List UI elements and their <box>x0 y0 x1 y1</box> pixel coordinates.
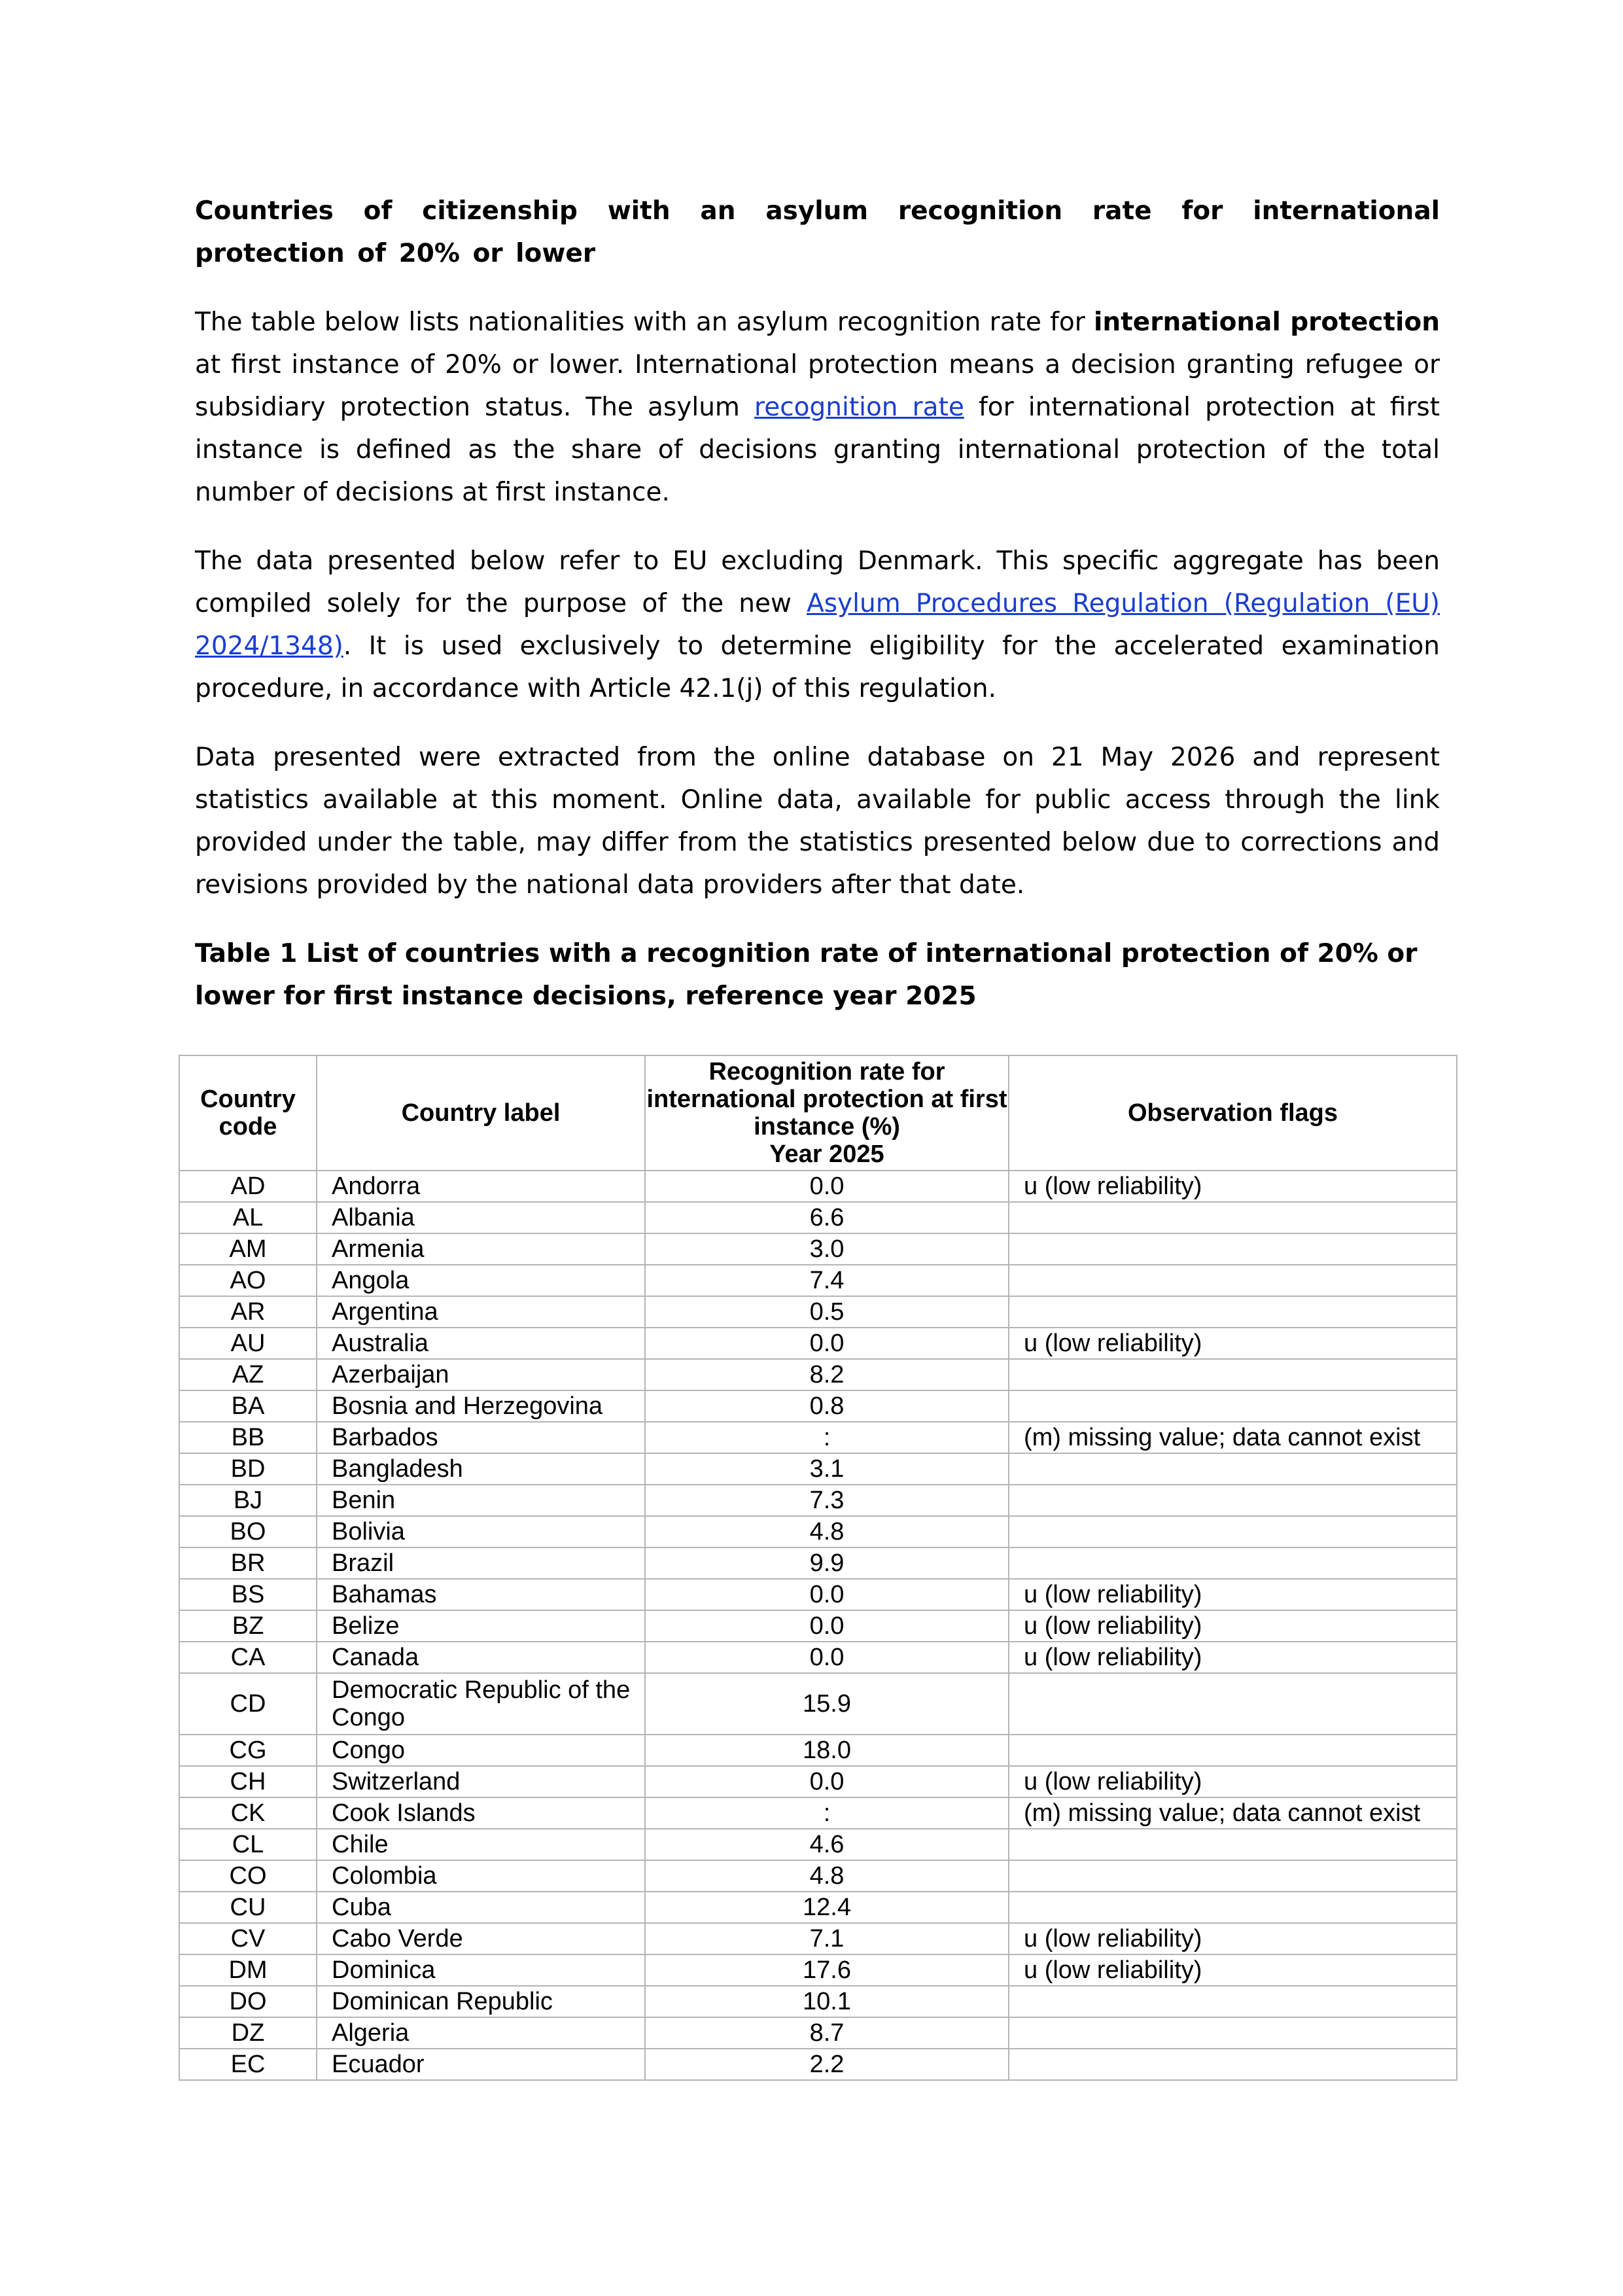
observation-flag-cell: u (low reliability) <box>1009 1923 1457 1954</box>
country-code-cell: CD <box>179 1673 317 1735</box>
country-code-cell: AO <box>179 1265 317 1296</box>
observation-flag-cell <box>1009 1829 1457 1860</box>
country-label-cell: Colombia <box>317 1860 645 1892</box>
country-code-cell: CA <box>179 1642 317 1673</box>
table-row <box>179 1986 1457 2017</box>
recognition-rate-cell: 4.8 <box>645 1860 1009 1892</box>
country-code-cell: BR <box>179 1547 317 1579</box>
table-row <box>179 1735 1457 1766</box>
country-label-cell: Andorra <box>317 1171 645 1202</box>
country-label-cell: Dominica <box>317 1954 645 1986</box>
table-row <box>179 2049 1457 2080</box>
country-code-cell: BO <box>179 1516 317 1547</box>
country-label-cell: Armenia <box>317 1233 645 1265</box>
country-label-cell: Belize <box>317 1610 645 1642</box>
recognition-rate-cell: 0.0 <box>645 1579 1009 1610</box>
recognition-rate-cell: 7.1 <box>645 1923 1009 1954</box>
country-code-cell: BJ <box>179 1485 317 1516</box>
intro-text-1: The table below lists nationalities with an asylum recognition rate for <box>195 308 1094 337</box>
observation-flag-cell <box>1009 1547 1457 1579</box>
country-label-cell: Azerbaijan <box>317 1359 645 1390</box>
recognition-rate-cell: 0.0 <box>645 1766 1009 1797</box>
country-code-cell: BD <box>179 1453 317 1485</box>
recognition-rate-cell: 4.6 <box>645 1829 1009 1860</box>
table-row <box>179 1766 1457 1797</box>
table-row <box>179 1422 1457 1453</box>
observation-flag-cell <box>1009 1453 1457 1485</box>
recognition-rate-cell: 0.0 <box>645 1171 1009 1202</box>
country-label-cell: Switzerland <box>317 1766 645 1797</box>
country-code-cell: BA <box>179 1390 317 1422</box>
header-country-code: Country code <box>179 1055 317 1171</box>
table-row <box>179 1860 1457 1892</box>
table-row <box>179 1797 1457 1829</box>
table-row <box>179 1296 1457 1328</box>
recognition-rate-cell: 3.1 <box>645 1453 1009 1485</box>
table-row <box>179 1673 1457 1735</box>
recognition-rate-cell: 12.4 <box>645 1892 1009 1923</box>
table-row <box>179 1954 1457 1986</box>
observation-flag-cell <box>1009 1202 1457 1233</box>
recognition-rate-cell: 0.0 <box>645 1642 1009 1673</box>
table-row <box>179 1547 1457 1579</box>
recognition-rate-cell: 2.2 <box>645 2049 1009 2080</box>
header-recognition-rate <box>645 1055 1009 1171</box>
country-label-cell: Democratic Republic of the Congo <box>317 1673 645 1735</box>
country-label-cell: Canada <box>317 1642 645 1673</box>
observation-flag-cell <box>1009 1359 1457 1390</box>
recognition-rate-cell: 8.7 <box>645 2017 1009 2049</box>
table-row <box>179 1233 1457 1265</box>
country-code-cell: AD <box>179 1171 317 1202</box>
observation-flag-cell: (m) missing value; data cannot exist <box>1009 1422 1457 1453</box>
country-label-cell: Angola <box>317 1265 645 1296</box>
country-label-cell: Benin <box>317 1485 645 1516</box>
extraction-paragraph: Data presented were extracted from the online database on 21 May 2026 and represent statistics available at this moment. Online data, available for public access through the link provided under the table, may differ from the statistics presented below due to corrections and revisions provided by the national data providers after that date. <box>195 743 1440 900</box>
observation-flag-cell <box>1009 1860 1457 1892</box>
country-label-cell: Bangladesh <box>317 1453 645 1485</box>
observation-flag-cell: u (low reliability) <box>1009 1579 1457 1610</box>
intro-text-3: for international protection at first instance is defined as the share of decisions granting international protection of the total number of decisions at first instance. <box>195 393 1440 507</box>
country-label-cell: Cabo Verde <box>317 1923 645 1954</box>
table-body <box>179 1171 1457 2080</box>
recognition-rate-cell: 18.0 <box>645 1735 1009 1766</box>
recognition-rate-cell: 17.6 <box>645 1954 1009 1986</box>
recognition-rate-cell: 15.9 <box>645 1673 1009 1735</box>
observation-flag-cell <box>1009 2017 1457 2049</box>
recognition-rate-cell: : <box>645 1797 1009 1829</box>
intro-paragraph <box>195 301 1440 514</box>
country-code-cell: DO <box>179 1986 317 2017</box>
country-label-cell: Bolivia <box>317 1516 645 1547</box>
table-row <box>179 1516 1457 1547</box>
country-label-cell: Barbados <box>317 1422 645 1453</box>
observation-flag-cell <box>1009 1735 1457 1766</box>
country-code-cell: AR <box>179 1296 317 1328</box>
intro-bold-term: international protection <box>1094 308 1440 337</box>
observation-flag-cell: u (low reliability) <box>1009 1642 1457 1673</box>
regulation-link[interactable]: Asylum Procedures Regulation (Regulation (EU) 2024/1348) <box>195 589 1440 661</box>
country-code-cell: BZ <box>179 1610 317 1642</box>
country-label-cell: Bahamas <box>317 1579 645 1610</box>
recognition-rate-cell: 0.5 <box>645 1296 1009 1328</box>
country-label-cell: Argentina <box>317 1296 645 1328</box>
table-row <box>179 1923 1457 1954</box>
country-code-cell: CU <box>179 1892 317 1923</box>
country-code-cell: DZ <box>179 2017 317 2049</box>
document-heading: Countries of citizenship with an asylum recognition rate for international protection of 20% or lower <box>195 196 1440 268</box>
country-code-cell: CV <box>179 1923 317 1954</box>
recognition-rate-cell: 0.8 <box>645 1390 1009 1422</box>
country-code-cell: AM <box>179 1233 317 1265</box>
header-observation-flags: Observation flags <box>1009 1055 1457 1171</box>
country-code-cell: CG <box>179 1735 317 1766</box>
recognition-rate-cell: 7.3 <box>645 1485 1009 1516</box>
observation-flag-cell: u (low reliability) <box>1009 1328 1457 1359</box>
country-label-cell: Cuba <box>317 1892 645 1923</box>
observation-flag-cell <box>1009 1390 1457 1422</box>
header-rate-year: Year 2025 <box>769 1140 884 1168</box>
country-label-cell: Cook Islands <box>317 1797 645 1829</box>
table-row <box>179 1485 1457 1516</box>
country-label-cell: Brazil <box>317 1547 645 1579</box>
country-code-cell: AU <box>179 1328 317 1359</box>
country-label-cell: Ecuador <box>317 2049 645 2080</box>
country-code-cell: CL <box>179 1829 317 1860</box>
country-code-cell: DM <box>179 1954 317 1986</box>
observation-flag-cell: u (low reliability) <box>1009 1610 1457 1642</box>
table-row <box>179 1328 1457 1359</box>
header-country-label: Country label <box>317 1055 645 1171</box>
table-row <box>179 1359 1457 1390</box>
country-label-cell: Albania <box>317 1202 645 1233</box>
recognition-rate-cell: 4.8 <box>645 1516 1009 1547</box>
country-code-cell: CO <box>179 1860 317 1892</box>
table-row <box>179 2017 1457 2049</box>
country-label-cell: Dominican Republic <box>317 1986 645 2017</box>
table-caption: Table 1 List of countries with a recognition rate of international protection of 20% or lower for first instance decisions, reference year 2025 <box>195 939 1418 1011</box>
table-row <box>179 1610 1457 1642</box>
observation-flag-cell <box>1009 2049 1457 2080</box>
country-label-cell: Bosnia and Herzegovina <box>317 1390 645 1422</box>
recognition-rate-cell: 7.4 <box>645 1265 1009 1296</box>
observation-flag-cell: u (low reliability) <box>1009 1766 1457 1797</box>
country-code-cell: CH <box>179 1766 317 1797</box>
observation-flag-cell <box>1009 1485 1457 1516</box>
table-row <box>179 1453 1457 1485</box>
country-code-cell: AL <box>179 1202 317 1233</box>
observation-flag-cell <box>1009 1233 1457 1265</box>
table-row <box>179 1171 1457 1202</box>
observation-flag-cell <box>1009 1296 1457 1328</box>
country-code-cell: BB <box>179 1422 317 1453</box>
country-label-cell: Congo <box>317 1735 645 1766</box>
observation-flag-cell <box>1009 1673 1457 1735</box>
recognition-rate-cell: 0.0 <box>645 1328 1009 1359</box>
table-row <box>179 1579 1457 1610</box>
intro-text-2: at first instance of 20% or lower. International protection means a decision granting refugee or subsidiary protection status. The asylum <box>195 350 1440 422</box>
observation-flag-cell <box>1009 1986 1457 2017</box>
table-row <box>179 1202 1457 1233</box>
table-row <box>179 1642 1457 1673</box>
recognition-rate-cell: 6.6 <box>645 1202 1009 1233</box>
country-code-cell: AZ <box>179 1359 317 1390</box>
recognition-rate-cell: 8.2 <box>645 1359 1009 1390</box>
observation-flag-cell: u (low reliability) <box>1009 1954 1457 1986</box>
header-rate-title: Recognition rate for international protection at first instance (%) <box>646 1058 1007 1140</box>
observation-flag-cell <box>1009 1516 1457 1547</box>
recognition-rate-cell: 10.1 <box>645 1986 1009 2017</box>
observation-flag-cell: u (low reliability) <box>1009 1171 1457 1202</box>
recognition-rate-cell: 9.9 <box>645 1547 1009 1579</box>
table-header-row <box>179 1055 1457 1171</box>
country-code-cell: CK <box>179 1797 317 1829</box>
recognition-rate-table <box>179 1055 1457 2081</box>
aggregate-text-1: The data presented below refer to EU excluding Denmark. This specific aggregate has been compiled solely for the purpose of the new <box>195 546 1440 618</box>
recognition-rate-cell: : <box>645 1422 1009 1453</box>
country-label-cell: Chile <box>317 1829 645 1860</box>
observation-flag-cell <box>1009 1892 1457 1923</box>
aggregate-paragraph <box>195 540 1440 710</box>
observation-flag-cell <box>1009 1265 1457 1296</box>
recognition-rate-cell: 0.0 <box>645 1610 1009 1642</box>
country-label-cell: Australia <box>317 1328 645 1359</box>
aggregate-text-2: . It is used exclusively to determine eligibility for the accelerated examination procedure, in accordance with Article 42.1(j) of this regulation. <box>195 631 1440 703</box>
recognition-rate-cell: 3.0 <box>645 1233 1009 1265</box>
country-label-cell: Algeria <box>317 2017 645 2049</box>
observation-flag-cell: (m) missing value; data cannot exist <box>1009 1797 1457 1829</box>
table-row <box>179 1390 1457 1422</box>
country-code-cell: BS <box>179 1579 317 1610</box>
table-row <box>179 1265 1457 1296</box>
recognition-rate-link[interactable]: recognition rate <box>754 393 964 422</box>
country-code-cell: EC <box>179 2049 317 2080</box>
table-row <box>179 1892 1457 1923</box>
table-row <box>179 1829 1457 1860</box>
document-body <box>195 190 1440 1017</box>
